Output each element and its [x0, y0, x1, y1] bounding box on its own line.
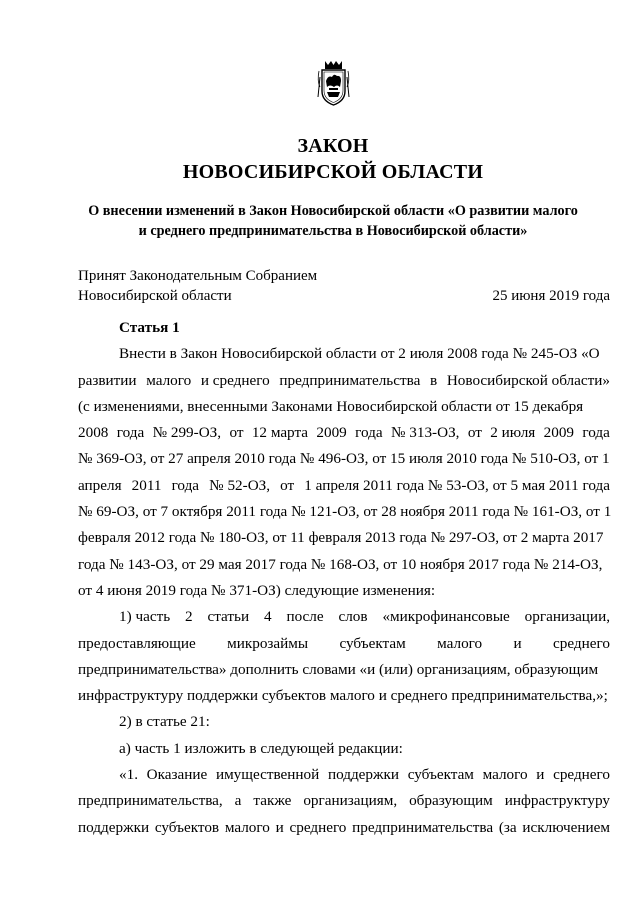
text-word: поддержки [78, 818, 150, 836]
text-word: и [513, 634, 522, 652]
text-word: микрозаймы [227, 634, 309, 652]
text-word: малого [437, 634, 483, 652]
text-line [78, 815, 610, 841]
text-line [78, 788, 610, 814]
text-word: субъектам [339, 634, 406, 652]
text-word: (с изменениями, внесенными Законами Новосибирской области от 15 декабря [78, 397, 584, 415]
text-word: поддержки [327, 766, 400, 784]
text-word: статьи [207, 608, 250, 626]
text-line [78, 394, 610, 420]
text-word: Новосибирской области» [446, 371, 610, 389]
text-word: 1 апреля 2011 года № 53-ОЗ, от 5 мая 2011 года [304, 476, 610, 494]
adoption-date: 25 июня 2019 года [492, 288, 610, 304]
text-word: 2009 [316, 424, 347, 442]
law-title [0, 133, 640, 185]
text-word: года [355, 424, 383, 442]
text-word: от [229, 424, 244, 442]
item-1-paragraph [78, 604, 610, 709]
text-word: года [582, 424, 610, 442]
text-word: инфраструктуру [504, 792, 610, 810]
text-word: организации, [524, 608, 610, 626]
text-line [78, 499, 610, 525]
text-line [78, 604, 610, 630]
text-line [78, 683, 610, 709]
text-word: от [467, 424, 482, 442]
coat-of-arms-emblem [316, 57, 351, 109]
text-word: а [234, 792, 242, 810]
quoted-paragraph [78, 762, 610, 841]
text-line [78, 446, 610, 472]
adopted-by-line1: Принят Законодательным Собранием [78, 268, 318, 284]
item-2: 2) в статье 21: [119, 713, 210, 731]
text-word: малого [146, 371, 192, 389]
text-word: малого [224, 818, 270, 836]
text-line [78, 552, 610, 578]
text-word: от [280, 476, 295, 494]
text-word: субъектов [154, 818, 220, 836]
law-title-line2: НОВОСИБИРСКОЙ ОБЛАСТИ [182, 161, 484, 183]
text-word: № 369-ОЗ, от 27 апреля 2010 года № 496-ОЗ, от 15 июля 2010 года № 510-ОЗ, от 1 [78, 450, 610, 468]
text-word: года [116, 424, 145, 442]
text-word: исключением [522, 818, 610, 836]
text-word: от 4 июня 2019 года № 371-ОЗ) следующие изменения: [78, 581, 436, 599]
article-intro-paragraph [78, 341, 610, 604]
text-word: года [171, 476, 200, 494]
text-word: в [429, 371, 438, 389]
text-word: № 52-ОЗ, [209, 476, 271, 494]
article-body [78, 315, 610, 841]
text-line [78, 525, 610, 551]
text-line [78, 368, 610, 394]
text-word: развитии [78, 371, 137, 389]
text-word: предоставляющие [78, 634, 196, 652]
law-subtitle-line1: О внесении изменений в Закон Новосибирской области «О развитии малого [88, 203, 578, 219]
text-word: среднего [553, 634, 610, 652]
text-word: среднего [553, 766, 610, 784]
item-2a: а) часть 1 изложить в следующей редакции: [119, 739, 403, 757]
text-line [78, 341, 610, 367]
text-word: предпринимательства [352, 818, 494, 836]
text-word: и [536, 766, 545, 784]
text-word: среднего [289, 818, 347, 836]
text-word: образующим [409, 792, 493, 810]
text-word: слов [338, 608, 368, 626]
text-word: предпринимательства» дополнить словами «и (или) организациям, образующим [78, 660, 599, 678]
text-word: и среднего [200, 371, 270, 389]
text-word: 2 [185, 608, 193, 626]
text-word: «микрофинансовые [382, 608, 510, 626]
law-subtitle [0, 201, 640, 241]
text-word: «1. [119, 766, 138, 784]
law-title-line1: ЗАКОН [297, 135, 369, 157]
text-word: 12 марта [251, 424, 309, 442]
text-word: 1) часть [119, 608, 171, 626]
article-heading: Статья 1 [119, 319, 180, 336]
text-word: имущественной [215, 766, 320, 784]
text-word: предпринимательства, [78, 792, 223, 810]
text-word: 4 [263, 608, 272, 626]
text-word: апреля [78, 476, 122, 494]
text-word: 2009 [543, 424, 575, 442]
text-word: 2011 [131, 476, 162, 494]
text-word: предпринимательства [279, 371, 421, 389]
text-word: после [286, 608, 324, 626]
text-word: года № 143-ОЗ, от 29 мая 2017 года № 168-ОЗ, от 10 ноября 2017 года № 214-ОЗ, [78, 555, 603, 573]
text-word: № 299-ОЗ, [152, 424, 222, 442]
law-subtitle-line2: и среднего предпринимательства в Новосибирской области» [138, 223, 528, 239]
text-word: субъектам [407, 766, 474, 784]
text-word: Оказание [146, 766, 208, 784]
text-line [78, 420, 610, 446]
text-line [78, 473, 610, 499]
text-word: организациям, [303, 792, 398, 810]
adoption-block [78, 266, 610, 306]
text-word: 2008 [78, 424, 109, 442]
text-word: февраля 2012 года № 180-ОЗ, от 11 февраля 2013 года № 297-ОЗ, от 2 марта 2017 [78, 529, 604, 547]
adopted-by-line2: Новосибирской области [78, 288, 232, 304]
text-word: и [275, 818, 284, 836]
text-line [78, 631, 610, 657]
text-word: малого [482, 766, 528, 784]
text-word: инфраструктуру поддержки субъектов малого и среднего предпринимательства,»; [78, 687, 608, 705]
text-word: (за [498, 818, 517, 836]
text-word: № 313-ОЗ, [390, 424, 460, 442]
text-word: № 69-ОЗ, от 7 октября 2011 года № 121-ОЗ, от 28 ноября 2011 года № 161-ОЗ, от 1 [78, 503, 612, 521]
text-word: 2 июля [490, 424, 536, 442]
text-word: также [253, 792, 292, 810]
text-word: Внести в Закон Новосибирской области от 2 июля 2008 года № 245-ОЗ «О [119, 345, 600, 363]
text-line [78, 578, 610, 604]
text-line [78, 657, 610, 683]
text-line [78, 762, 610, 788]
